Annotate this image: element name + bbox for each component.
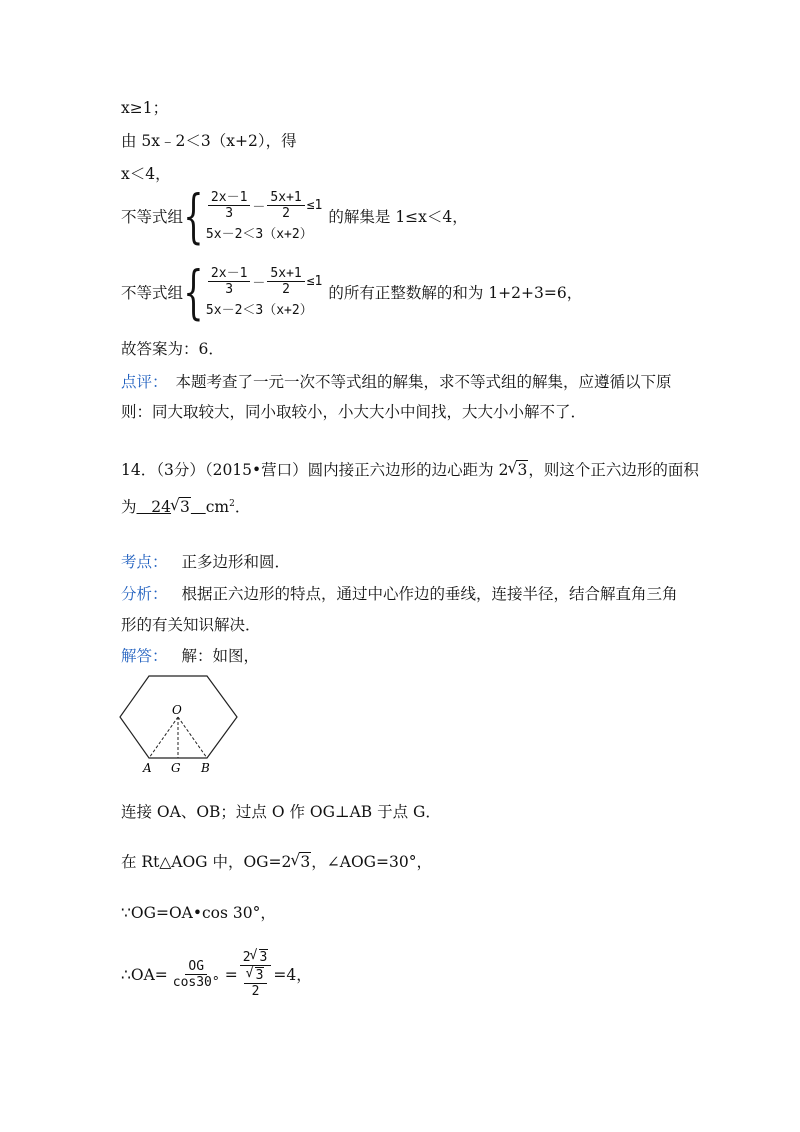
- system-suffix: 的所有正整数解的和为 1+2+3=6，: [328, 284, 583, 302]
- kaodian-label: 考点：: [121, 553, 168, 571]
- answer-blank: 24√ 3: [137, 498, 206, 516]
- label-g: G: [171, 761, 181, 775]
- label-b: B: [201, 761, 210, 775]
- kaodian-line: [121, 552, 290, 572]
- inequality-system-2: [121, 258, 583, 326]
- le-one: ≤1: [306, 274, 323, 289]
- le-one: ≤1: [306, 198, 323, 213]
- solution-text: =4，: [273, 965, 312, 984]
- comment-line-1: [121, 372, 672, 392]
- unit-superscript: 2: [229, 499, 235, 509]
- system-row-1: [206, 266, 322, 297]
- jieda-label: 解答：: [121, 647, 168, 665]
- solution-line-4: [121, 950, 312, 999]
- inequality-system-1: [121, 182, 468, 250]
- fraction: $\frac{5x+1}{2}$: [267, 190, 304, 221]
- system-suffix: 的解集是 1≤x＜4，: [328, 208, 468, 226]
- question-text: ，则这个正六边形的面积: [528, 461, 699, 479]
- comment-label: 点评：: [121, 373, 168, 391]
- fenxi-line-2: 形的有关知识解决．: [121, 616, 261, 634]
- fraction: $\frac{OG}{\cos 30^\circ}$: [172, 959, 220, 990]
- jieda-text: 解：如图，: [181, 647, 260, 665]
- solution-text: ，∠AOG=30°，: [311, 853, 433, 871]
- question-14-line-2: [121, 494, 250, 517]
- jieda-line: [121, 646, 259, 666]
- sqrt: √ 3: [508, 460, 528, 480]
- sqrt: √ 3: [291, 852, 311, 872]
- label-o: O: [172, 703, 182, 717]
- fenxi-text: 根据正六边形的特点，通过中心作边的垂线，连接半径，结合解直角三角: [181, 585, 678, 603]
- unit: cm: [205, 498, 230, 517]
- line-x-ge-1: x≥1；: [121, 99, 169, 117]
- line-solve-second: 由 5x﹣2＜3（x+2），得: [121, 132, 297, 150]
- solution-line-3: ∵OG=OA•cos 30°，: [121, 904, 276, 922]
- system-brace: {: [183, 258, 204, 326]
- equals-sign: =: [224, 965, 238, 984]
- system-row-2: 5x－2＜3（x+2）: [205, 227, 313, 242]
- fraction: $\frac{2x-1}{3}$: [208, 266, 250, 297]
- label-a: A: [143, 761, 152, 775]
- question-14-line-1: [121, 460, 699, 480]
- system-rows: [206, 190, 322, 242]
- solution-text: ∴OA=: [121, 965, 168, 984]
- system-rows: [206, 266, 322, 318]
- system-prefix: 不等式组: [121, 284, 184, 302]
- segment-oa: [149, 717, 178, 758]
- minus-sign: －: [252, 200, 266, 215]
- solution-text: 在 Rt△AOG 中，OG=2: [121, 853, 292, 871]
- period: ．: [234, 498, 251, 517]
- fenxi-label: 分析：: [121, 585, 168, 603]
- minus-sign: －: [252, 276, 266, 291]
- comment-text: 本题考查了一元一次不等式组的解集，求不等式组的解集，应遵循以下原: [175, 373, 672, 391]
- fenxi-line-1: [121, 584, 678, 604]
- answer-line: 故答案为：6．: [121, 340, 224, 358]
- fraction: $\frac{5x+1}{2}$: [267, 266, 304, 297]
- solution-line-1: 连接 OA、OB；过点 O 作 OG⊥AB 于点 G．: [121, 803, 441, 821]
- segment-ob: [178, 717, 207, 758]
- hexagon-figure: [115, 672, 245, 776]
- line-x-lt-4: x＜4，: [121, 165, 171, 183]
- system-row-2: 5x－2＜3（x+2）: [205, 303, 313, 318]
- comment-line-2: 则：同大取较大，同小取较小，小大大小中间找，大大小小解不了．: [121, 403, 587, 421]
- solution-line-2: [121, 852, 432, 872]
- compound-fraction: 2√ 3 √ 3 2: [240, 950, 272, 999]
- question-text: 14．（3分）（2015•营口）圆内接正六边形的边心距为 2: [121, 461, 509, 479]
- fraction: $\frac{2x-1}{3}$: [208, 190, 250, 221]
- system-row-1: [206, 190, 322, 221]
- system-brace: {: [183, 182, 204, 250]
- question-text: 为: [121, 498, 137, 517]
- system-prefix: 不等式组: [121, 208, 184, 226]
- kaodian-text: 正多边形和圆．: [181, 553, 291, 571]
